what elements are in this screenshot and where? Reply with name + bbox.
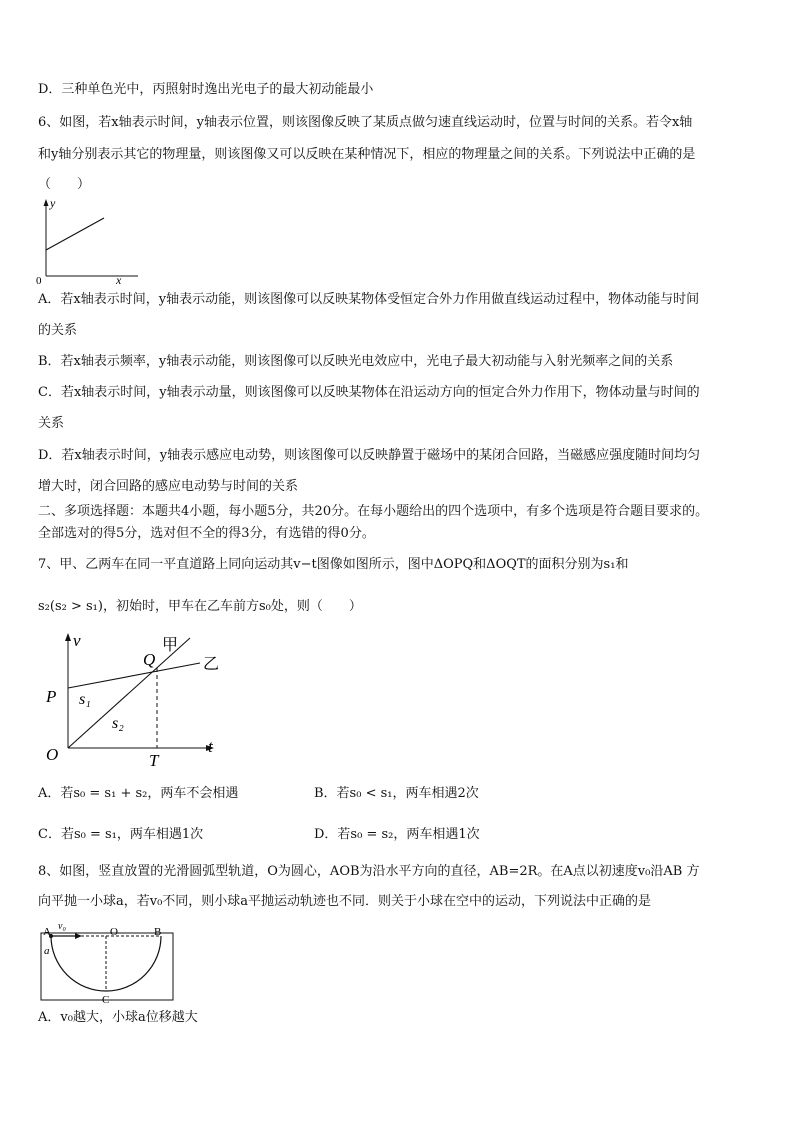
q6-y-label: y bbox=[50, 196, 56, 210]
section2-line1: 二、多项选择题：本题共4小题，每小题5分，共20分。在每小题给出的四个选项中，有多个选项是符合题目要求的。 bbox=[38, 504, 709, 519]
q7-option-d: D．若s₀ = s₂，两车相遇1次 bbox=[314, 827, 480, 842]
q7-jia-label: 甲 bbox=[162, 637, 179, 654]
q7-Q-label: Q bbox=[143, 650, 156, 669]
q8-v0-label: v₀ bbox=[58, 921, 66, 932]
q6-linear-graph bbox=[34, 196, 144, 286]
q7-stem-line2: s₂(s₂ > s₁)，初始时，甲车在乙车前方s₀处，则（ ） bbox=[38, 599, 362, 614]
q7-vt-graph bbox=[40, 628, 240, 770]
section2-line2: 全部选对的得5分，选对但不全的得3分，有选错的得0分。 bbox=[38, 526, 375, 541]
q8-A-label: A bbox=[43, 926, 51, 938]
q7-option-b: B．若s₀ < s₁，两车相遇2次 bbox=[314, 786, 479, 801]
q7-P-label: P bbox=[46, 687, 57, 706]
q7-stem-line1: 7、甲、乙两车在同一平直道路上同向运动其v−t图像如图所示，图中ΔOPQ和ΔOQT的面积分别为s₁和 bbox=[38, 557, 629, 572]
q6-option-c-line2: 关系 bbox=[38, 416, 65, 431]
q6-y-arrow bbox=[44, 199, 49, 206]
q7-v-arrow bbox=[65, 633, 71, 641]
q8-O-label: O bbox=[110, 926, 118, 938]
q7-s1-label: s₁ bbox=[79, 691, 91, 708]
q6-origin-label: 0 bbox=[36, 275, 42, 286]
q7-T-label: T bbox=[149, 751, 159, 770]
q8-a-label: a bbox=[44, 945, 50, 957]
q7-v-label: v bbox=[73, 631, 81, 650]
q6-option-d-line2: 增大时，闭合回路的感应电动势与时间的关系 bbox=[38, 479, 299, 494]
q5-option-d: D．三种单色光中，丙照射时逸出光电子的最大初动能最小 bbox=[38, 82, 374, 97]
q6-stem-line3: （ ） bbox=[38, 177, 91, 192]
q6-x-label: x bbox=[116, 273, 122, 286]
q8-velocity-arrowhead bbox=[75, 933, 82, 939]
q7-option-a: A．若s₀ = s₁ + s₂，两车不会相遇 bbox=[38, 786, 239, 801]
q6-option-d-line1: D．若x轴表示时间，y轴表示感应电动势，则该图像可以反映静置于磁场中的某闭合回路，当磁感应强度随时间均匀 bbox=[38, 448, 701, 463]
q7-option-c: C．若s₀ = s₁，两车相遇1次 bbox=[38, 827, 204, 842]
q6-option-a-line1: A．若x轴表示时间，y轴表示动能，则该图像可以反映某物体受恒定合外力作用做直线运动过程中，物体动能与时间 bbox=[38, 292, 700, 307]
q7-t-label: t bbox=[208, 737, 213, 756]
q7-yi-label: 乙 bbox=[203, 656, 220, 673]
q6-line bbox=[46, 218, 104, 250]
q8-stem-line1: 8、如图，竖直放置的光滑圆弧型轨道，O为圆心，AOB为沿水平方向的直径，AB=2R。在A点以初速度v₀沿AB 方 bbox=[38, 864, 700, 879]
q6-option-a-line2: 的关系 bbox=[38, 323, 78, 338]
q8-arc-track-figure bbox=[38, 918, 178, 1004]
q7-s2-label: s₂ bbox=[112, 715, 124, 732]
q7-line-yi bbox=[68, 663, 200, 688]
q8-B-label: B bbox=[154, 926, 162, 938]
q7-O-label: O bbox=[46, 745, 59, 764]
q8-C-label: C bbox=[102, 994, 110, 1004]
q8-option-a: A．v₀越大，小球a位移越大 bbox=[38, 1010, 198, 1025]
q6-stem-line2: 和y轴分别表示其它的物理量，则该图像又可以反映在某种情况下，相应的物理量之间的关系。下列说法中正确的是 bbox=[38, 147, 696, 162]
q6-option-c-line1: C．若x轴表示时间，y轴表示动量，则该图像可以反映某物体在沿运动方向的恒定合外力作用下，物体动量与时间的 bbox=[38, 385, 700, 400]
q6-option-b: B．若x轴表示频率，y轴表示动能，则该图像可以反映光电效应中，光电子最大初动能与入射光频率之间的关系 bbox=[38, 354, 674, 369]
q8-stem-line2: 向平抛一小球a，若v₀不同，则小球a平抛运动轨迹也不同．则关于小球在空中的运动，下列说法中正确的是 bbox=[38, 894, 652, 909]
q6-stem-line1: 6、如图，若x轴表示时间，y轴表示位置，则该图像反映了某质点做匀速直线运动时，位置与时间的关系。若令x轴 bbox=[38, 115, 693, 130]
